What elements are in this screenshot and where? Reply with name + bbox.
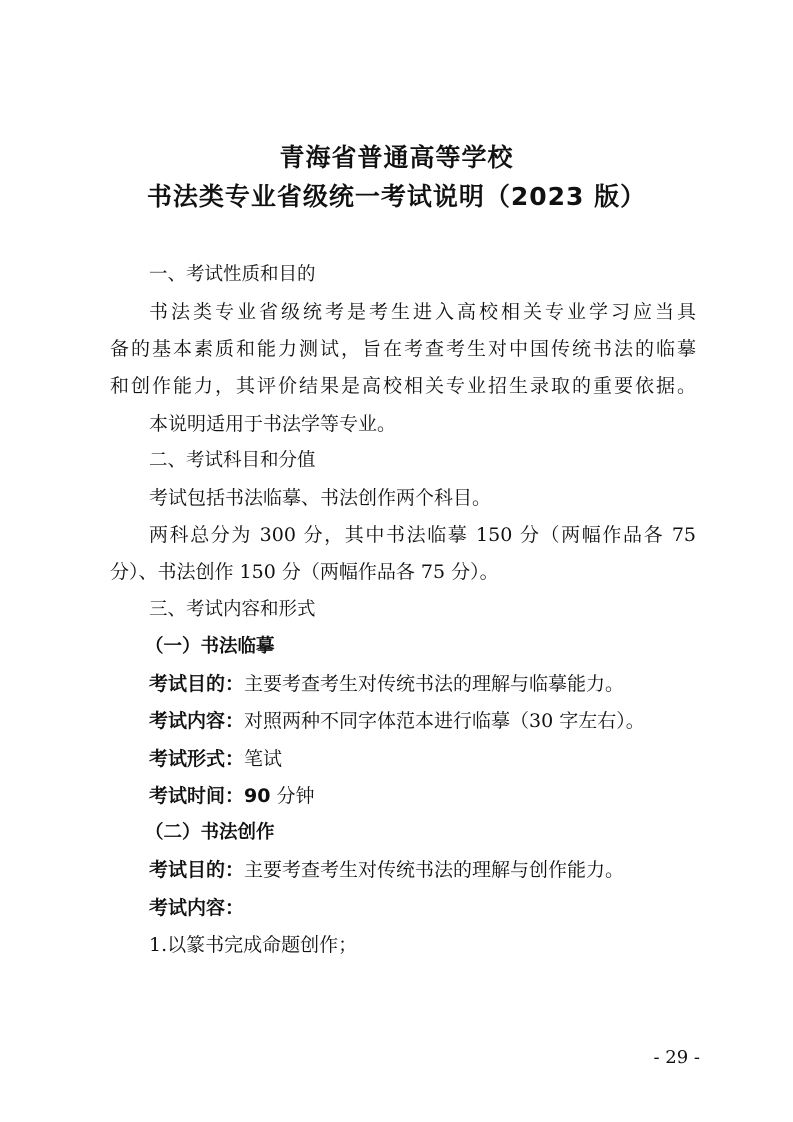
sub2-purpose-text: 主要考查考生对传统书法的理解与创作能力。 (244, 859, 625, 881)
section2-paragraph2-line2: 分）、书法创作 150 分（两幅作品各 75 分）。 (110, 561, 499, 583)
sub1-time-label: 考试时间： (149, 785, 245, 807)
subsection1-heading: （一）书法临摹 (145, 636, 275, 657)
page-number: - 29 - (653, 1047, 700, 1068)
sub1-content-text: 对照两种不同字体范本进行临摹（30 字左右）。 (244, 710, 645, 732)
section1-paragraph1-line3: 和创作能力，其评价结果是高校相关专业招生录取的重要依据。 (110, 375, 696, 397)
sub1-purpose-text: 主要考查考生对传统书法的理解与临摹能力。 (244, 673, 625, 695)
section1-paragraph1-line1: 书法类专业省级统考是考生进入高校相关专业学习应当具 (149, 301, 696, 323)
sub1-content-label: 考试内容： (149, 710, 245, 732)
section2-paragraph2-line1: 两科总分为 300 分，其中书法临摹 150 分（两幅作品各 75 (149, 524, 696, 546)
sub1-time-line (110, 783, 696, 809)
section3-heading: 三、考试内容和形式 (149, 599, 316, 620)
section1-heading: 一、考试性质和目的 (149, 264, 316, 285)
sub1-time-value: 90 (244, 785, 271, 807)
subsection2-heading: （二）书法创作 (145, 822, 275, 843)
sub2-content-label: 考试内容： (149, 897, 245, 919)
document-title-line1: 青海省普通高等学校 (279, 143, 514, 172)
sub2-purpose-line (110, 857, 696, 883)
sub1-purpose-line (110, 671, 696, 697)
sub1-purpose-label: 考试目的： (149, 673, 245, 695)
sub1-time-unit: 分钟 (270, 785, 315, 807)
sub2-purpose-label: 考试目的： (149, 859, 245, 881)
sub2-content-line (110, 895, 696, 921)
sub1-form-text: 笔试 (244, 748, 283, 770)
sub1-form-line (110, 746, 696, 772)
section1-paragraph2: 本说明适用于书法学等专业。 (149, 413, 397, 435)
sub1-form-label: 考试形式： (149, 748, 245, 770)
sub1-content-line (110, 708, 696, 734)
sub2-item1: 1.以篆书完成命题创作； (149, 934, 358, 956)
document-title-line2: 书法类专业省级统一考试说明（2023 版） (146, 182, 647, 211)
section2-paragraph1: 考试包括书法临摹、书法创作两个科目。 (149, 487, 492, 509)
section1-paragraph1-line2: 备的基本素质和能力测试，旨在考查考生对中国传统书法的临摹 (110, 338, 696, 360)
section2-heading: 二、考试科目和分值 (149, 450, 316, 471)
